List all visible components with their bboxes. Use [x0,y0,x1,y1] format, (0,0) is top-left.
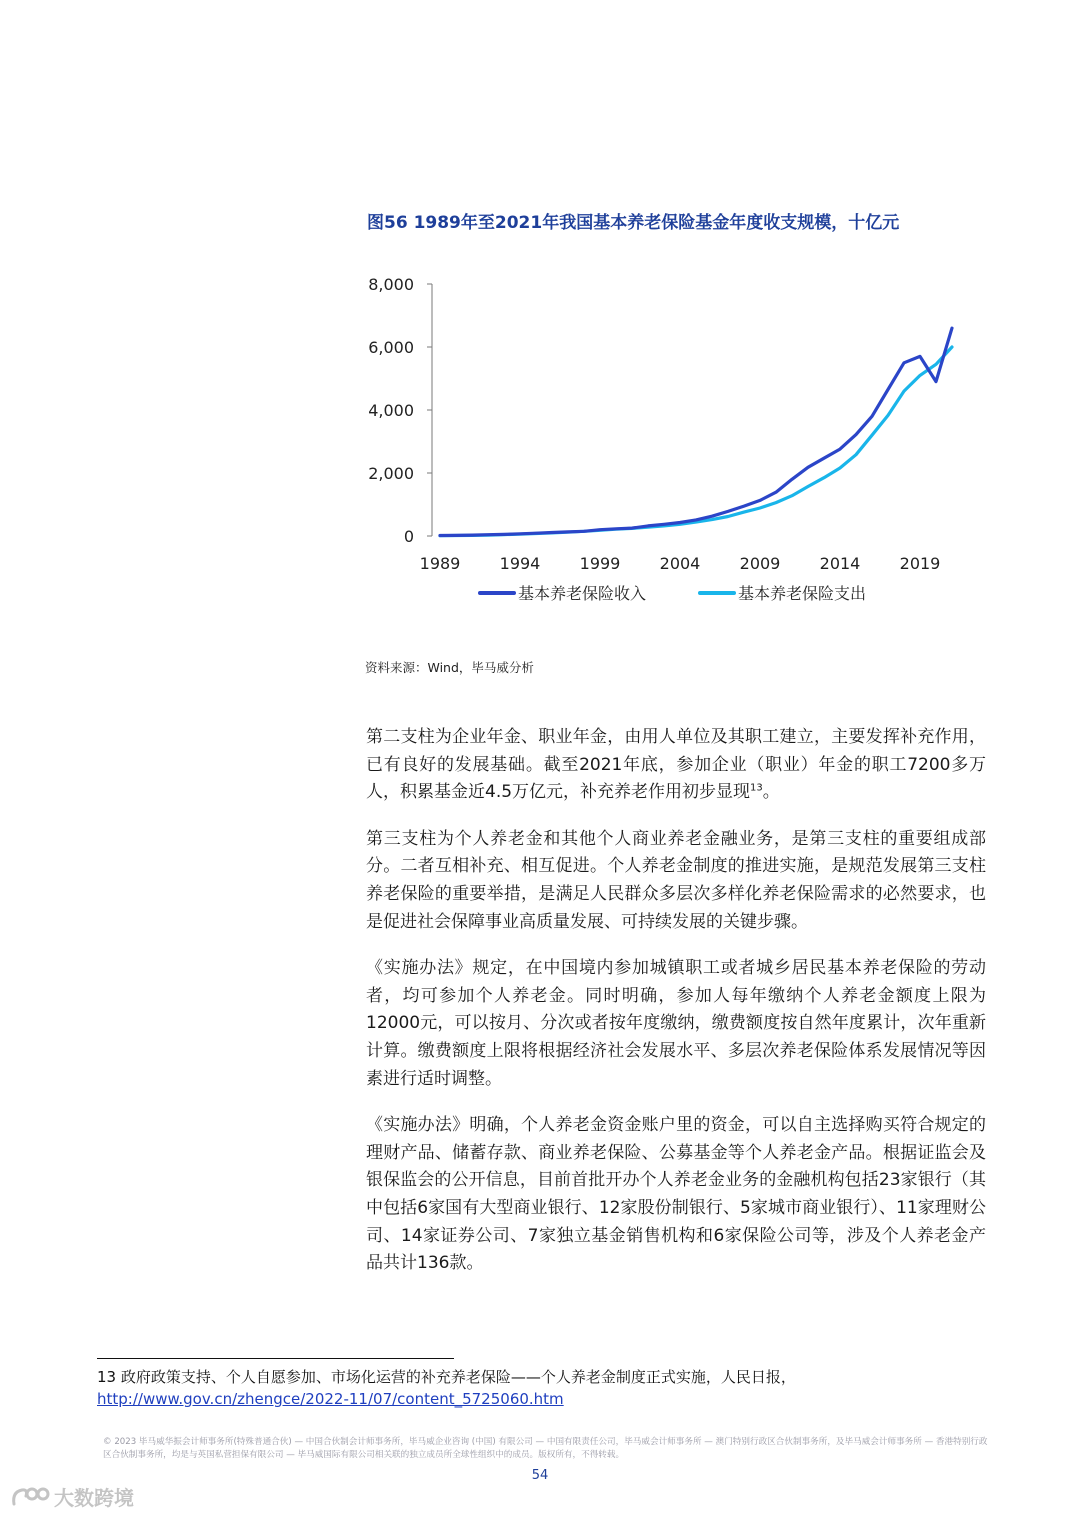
legend-label: 基本养老保险收入 [518,584,647,603]
footnote [97,1366,997,1410]
paragraph-measures-products: 《实施办法》明确，个人养老金资金账户里的资金，可以自主选择购买符合规定的理财产品、储蓄存款、商业养老保险、公募基金等个人养老金产品。根据证监会及银保监会的公开信息，目前首批开办个人养老金业务的金融机构包括23家银行（其中包括6家国有大型商业银行、12家股份制银行、5家城市商业银行）、11家理财公司、14家证券公司、7家独立基金销售机构和6家保险公司等，涉及个人养老金产品共计136款。 [366,1115,986,1274]
y-tick-label: 2,000 [368,464,414,483]
series-line [440,347,952,536]
paragraph-measures-rules: 《实施办法》规定，在中国境内参加城镇职工或者城乡居民基本养老保险的劳动者，均可参加个人养老金。同时明确，参加人每年缴纳个人养老金额度上限为12000元，可以按月、分次或者按年度缴纳，缴费额度按自然年度累计，次年重新计算。缴费额度上限将根据经济社会发展水平、多层次养老保险体系发展情况等因素进行适时调整。 [366,958,986,1089]
x-tick-label: 2009 [739,554,781,573]
watermark [10,1482,134,1511]
paragraph-second-pillar-text: 第二支柱为企业年金、职业年金，由用人单位及其职工建立，主要发挥补充作用，已有良好的发展基础。截至2021年底，参加企业（职业）年金的职工7200多万人，积累基金近4.5万亿元，补充养老作用初步显现 [366,727,986,803]
body-text [366,724,986,1297]
footnote-ref: 13 [750,782,763,794]
x-tick-label: 1999 [579,554,621,573]
legend-label: 基本养老保险支出 [738,584,867,603]
x-tick-label: 1989 [419,554,461,573]
figure-title: 图56 1989年至2021年我国基本养老保险基金年度收支规模，十亿元 [367,213,900,233]
watermark-text: 大数跨境 [54,1486,134,1510]
footnote-divider [97,1358,454,1359]
x-tick-label: 2004 [659,554,701,573]
x-tick-label: 1994 [499,554,541,573]
watermark-logo-icon [10,1484,50,1510]
y-tick-label: 8,000 [368,275,414,294]
footnote-link[interactable]: http://www.gov.cn/zhengce/2022-11/07/content_5725060.htm [97,1390,564,1408]
paragraph-third-pillar: 第三支柱为个人养老金和其他个人商业养老金融业务，是第三支柱的重要组成部分。二者互相补充、相互促进。个人养老金制度的推进实施，是规范发展第三支柱养老保险的重要举措，是满足人民群众多层次多样化养老保险需求的必然要求，也是促进社会保障事业高质量发展、可持续发展的关键步骤。 [366,828,986,932]
paragraph-second-pillar-end: 。 [762,782,780,803]
x-tick-label: 2019 [899,554,941,573]
copyright-notice: © 2023 毕马威华振会计师事务所(特殊普通合伙) — 中国合伙制会计师事务所，毕马威企业咨询 (中国) 有限公司 — 中国有限责任公司，毕马威会计师事务所 — 澳门特别行政区合伙制事务所，及毕马威会计师事务所 — 香港特别行政区合伙制事务所，均是与英国私营担保有限公司 — 毕马威国际有限公司相关联的独立成员所全球性组织中的成员。版权所有，不得转载。 [103,1437,988,1460]
footnote-text: 13 政府政策支持、个人自愿参加、市场化运营的补充养老保险——个人养老金制度正式实施，人民日报， [97,1368,796,1386]
y-tick-label: 6,000 [368,338,414,357]
y-tick-label: 0 [403,527,414,546]
y-tick-label: 4,000 [368,401,414,420]
figure-source: 资料来源：Wind，毕马威分析 [365,660,534,675]
income-expenditure-line-chart [360,268,980,618]
paragraph-second-pillar [366,724,986,807]
x-tick-label: 2014 [819,554,861,573]
page-number: 54 [531,1468,549,1483]
